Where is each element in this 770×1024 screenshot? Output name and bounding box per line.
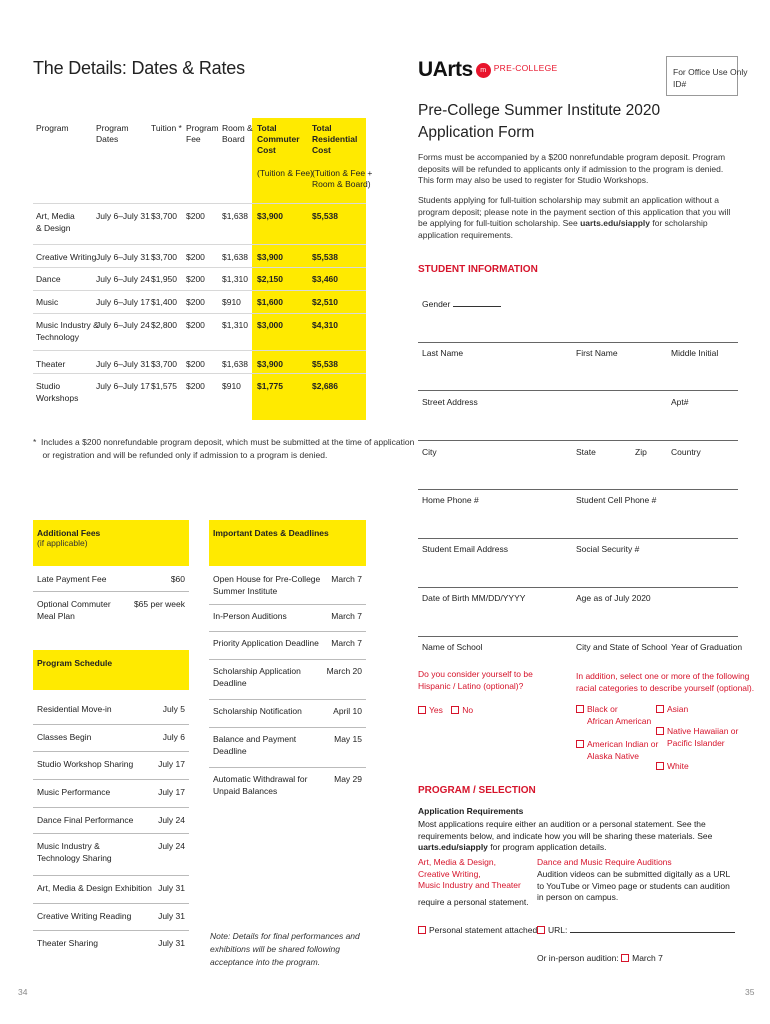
dob-field-label: Date of Birth MM/DD/YYYY <box>422 593 526 603</box>
deadline-date: May 29 <box>334 774 362 784</box>
divider <box>209 659 366 660</box>
schedule-label: Music Performance <box>37 787 111 797</box>
cell-tuition: $1,575 <box>151 381 177 391</box>
form-title: Pre-College Summer Institute 2020 Application Form <box>418 102 661 141</box>
col-header-commuter: Total Commuter Cost <box>257 123 300 155</box>
schedule-date: July 31 <box>158 938 185 948</box>
section-heading: Important Dates & Deadlines <box>213 528 329 538</box>
cell-dates: July 6–July 17 <box>96 297 150 307</box>
in-person-checkbox[interactable] <box>621 954 629 962</box>
page-title: The Details: Dates & Rates <box>33 58 245 78</box>
deadline-date: April 10 <box>333 706 362 716</box>
gender-field[interactable] <box>453 306 501 307</box>
deadline-label: Automatic Withdrawal for Unpaid Balances <box>213 774 308 796</box>
table-row <box>33 210 366 236</box>
app-req-text: Most applications require either an audition or a personal statement. See the requirements below, and indicate how you will be sharing these materials. See uarts.edu/siapply for program application details. <box>418 819 713 852</box>
no-label: No <box>462 705 474 715</box>
cell-room: $910 <box>222 381 241 391</box>
deadline-label: Open House for Pre-College Summer Institute <box>213 574 321 596</box>
divider <box>209 767 366 768</box>
col-header-room: Room & Board <box>222 123 253 144</box>
field-underline[interactable] <box>418 489 738 490</box>
schedule-label: Dance Final Performance <box>37 815 134 825</box>
cell-dates: July 6–July 24 <box>96 320 150 330</box>
cell-program: Theater <box>36 359 66 369</box>
city-field-label: City <box>422 447 437 457</box>
apt-field-label: Apt# <box>671 397 689 407</box>
audition-text: Audition videos can be submitted digitally as a URL to YouTube or Vimeo page or students can audition in person on campus. <box>537 869 730 902</box>
divider <box>33 350 366 351</box>
cell-program: Creative Writing <box>36 252 97 262</box>
divider <box>33 930 189 931</box>
cell-program: Dance <box>36 274 61 284</box>
field-underline[interactable] <box>418 390 738 391</box>
schedule-label: Studio Workshop Sharing <box>37 759 134 769</box>
app-req-title: Application Requirements <box>418 806 524 816</box>
divider <box>209 699 366 700</box>
logo-badge-icon: m <box>476 63 491 78</box>
col-header-tuition: Tuition * <box>151 123 182 133</box>
schedule-label: Residential Move-in <box>37 704 112 714</box>
cell-room: $1,638 <box>222 252 248 262</box>
in-person-option: Or in-person audition: March 7 <box>537 953 663 963</box>
schedule-label: Classes Begin <box>37 732 92 742</box>
home-phone-field-label: Home Phone # <box>422 495 479 505</box>
divider <box>33 875 189 876</box>
cell-tuition: $3,700 <box>151 359 177 369</box>
cell-fee: $200 <box>186 320 205 330</box>
divider <box>33 313 366 314</box>
deadline-label: In-Person Auditions <box>213 611 287 621</box>
gender-label: Gender <box>422 299 501 309</box>
cell-room: $1,638 <box>222 359 248 369</box>
divider <box>209 631 366 632</box>
field-underline[interactable] <box>418 440 738 441</box>
white-checkbox[interactable] <box>656 762 664 770</box>
cell-fee: $200 <box>186 381 205 391</box>
divider <box>33 724 189 725</box>
middle-initial-field-label: Middle Initial <box>671 348 719 358</box>
uarts-logo <box>418 58 557 82</box>
race-option-black: Black or African American <box>576 704 651 727</box>
deadline-date: March 20 <box>326 666 362 676</box>
schedule-date: July 31 <box>158 911 185 921</box>
cell-fee: $200 <box>186 274 205 284</box>
program-selection-heading: PROGRAM / SELECTION <box>418 785 536 796</box>
state-field-label: State <box>576 447 596 457</box>
personal-statement-requirement: require a personal statement. <box>418 897 529 907</box>
additional-fees-header <box>33 520 189 566</box>
footnote: * Includes a $200 nonrefundable program deposit, which must be submitted at the time of application or registration and will be refunded only if admission to a program is denied. <box>33 437 415 460</box>
schedule-label: Music Industry & Technology Sharing <box>37 841 112 863</box>
cell-room: $1,310 <box>222 320 248 330</box>
deadline-date: March 7 <box>331 611 362 621</box>
fee-label: Late Payment Fee <box>37 574 107 584</box>
cell-commuter: $3,900 <box>257 211 283 221</box>
race-option-hawaiian: Native Hawaiian or Pacific Islander <box>656 726 738 749</box>
cell-dates: July 6–July 31 <box>96 252 150 262</box>
ssn-field-label: Social Security # <box>576 544 640 554</box>
url-option: URL: <box>537 925 735 937</box>
logo-subtitle: PRE-COLLEGE <box>493 63 558 73</box>
cell-program: Music <box>36 297 59 307</box>
deadline-label: Balance and Payment Deadline <box>213 734 297 756</box>
cell-tuition: $1,400 <box>151 297 177 307</box>
col-header-residential: Total Residential Cost <box>312 123 358 155</box>
deadline-date: March 7 <box>331 638 362 648</box>
field-underline[interactable] <box>418 587 738 588</box>
col-header-program: Program <box>36 123 69 133</box>
col-header-dates: Program Dates <box>96 123 129 144</box>
cell-commuter: $3,900 <box>257 252 283 262</box>
cell-residential: $5,538 <box>312 252 338 262</box>
american-indian-checkbox[interactable] <box>576 740 584 748</box>
cell-fee: $200 <box>186 297 205 307</box>
cell-tuition: $3,700 <box>151 252 177 262</box>
personal-statement-option: Personal statement attached <box>418 925 537 937</box>
logo-wordmark: UArts <box>418 58 473 81</box>
field-underline[interactable] <box>418 342 738 343</box>
street-field-label: Street Address <box>422 397 478 407</box>
black-checkbox[interactable] <box>576 705 584 713</box>
schedule-date: July 6 <box>162 732 185 742</box>
student-info-heading: STUDENT INFORMATION <box>418 264 538 275</box>
zip-field-label: Zip <box>635 447 647 457</box>
cell-commuter: $2,150 <box>257 274 283 284</box>
commuter-residential-highlight <box>252 118 366 420</box>
divider <box>33 591 189 592</box>
cell-fee: $200 <box>186 252 205 262</box>
intro-scholarship: Students applying for full-tuition scholarship may submit an application without a program deposit; please note in the payment section of this application that you will be applying for full-tuition scholarship. See uarts.edu/siapply for scholarship application requirements. <box>418 195 731 240</box>
section-heading: Additional Fees <box>37 528 101 538</box>
cell-dates: July 6–July 31 <box>96 211 150 221</box>
grad-year-field-label: Year of Graduation <box>671 642 743 652</box>
cell-fee: $200 <box>186 211 205 221</box>
personal-statement-programs: Art, Media & Design, Creative Writing, Music Industry and Theater <box>418 857 521 890</box>
divider <box>33 751 189 752</box>
last-name-field-label: Last Name <box>422 348 464 358</box>
country-field-label: Country <box>671 447 701 457</box>
important-dates-header <box>209 520 366 566</box>
hawaiian-checkbox[interactable] <box>656 727 664 735</box>
race-option-white: White <box>656 761 689 773</box>
school-city-field-label: City and State of School <box>576 642 668 652</box>
divider <box>33 833 189 834</box>
cell-tuition: $1,950 <box>151 274 177 284</box>
performance-note: Note: Details for final performances and exhibitions will be shared following acceptance into the program. <box>210 931 360 967</box>
cell-room: $1,638 <box>222 211 248 221</box>
divider <box>33 267 366 268</box>
cell-residential: $4,310 <box>312 320 338 330</box>
yes-label: Yes <box>429 705 443 715</box>
deadline-label: Scholarship Application Deadline <box>213 666 301 688</box>
personal-statement-checkbox[interactable] <box>418 926 426 934</box>
siapply-link-2[interactable]: uarts.edu/siapply <box>418 842 488 852</box>
col-header-fee: Program Fee <box>186 123 219 144</box>
cell-program: Music Industry & Technology <box>36 320 99 342</box>
divider <box>209 727 366 728</box>
col-sub-commuter: (Tuition & Fee) <box>257 168 313 178</box>
cell-commuter: $1,775 <box>257 381 283 391</box>
deadline-date: March 7 <box>331 574 362 584</box>
program-schedule-header <box>33 650 189 690</box>
divider <box>33 290 366 291</box>
divider <box>33 903 189 904</box>
hispanic-question: Do you consider yourself to be Hispanic / Latino (optional)? <box>418 669 533 691</box>
cell-dates: July 6–July 24 <box>96 274 150 284</box>
first-name-field-label: First Name <box>576 348 618 358</box>
cell-dates: July 6–July 31 <box>96 359 150 369</box>
field-underline[interactable] <box>418 538 738 539</box>
divider <box>33 807 189 808</box>
field-underline[interactable] <box>418 636 738 637</box>
deadline-date: May 15 <box>334 734 362 744</box>
schedule-date: July 17 <box>158 759 185 769</box>
hispanic-options <box>418 705 473 717</box>
cell-room: $1,310 <box>222 274 248 284</box>
col-sub-residential: (Tuition & Fee + Room & Board) <box>312 168 373 189</box>
cell-tuition: $2,800 <box>151 320 177 330</box>
cell-residential: $2,510 <box>312 297 338 307</box>
cell-commuter: $3,900 <box>257 359 283 369</box>
school-field-label: Name of School <box>422 642 483 652</box>
race-option-american-indian: American Indian or Alaska Native <box>576 739 658 762</box>
race-option-asian: Asian <box>656 704 688 716</box>
schedule-label: Creative Writing Reading <box>37 911 132 921</box>
cell-residential: $5,538 <box>312 359 338 369</box>
schedule-date: July 24 <box>158 841 185 851</box>
schedule-label: Theater Sharing <box>37 938 98 948</box>
no-checkbox[interactable] <box>451 706 459 714</box>
cell-tuition: $3,700 <box>151 211 177 221</box>
cell-commuter: $1,600 <box>257 297 283 307</box>
office-use-box: For Office Use Only ID# <box>666 56 738 96</box>
race-question: In addition, select one or more of the following racial categories to describe yourself (optional). <box>576 671 755 693</box>
fee-label: Optional Commuter Meal Plan <box>37 599 111 621</box>
url-checkbox[interactable] <box>537 926 545 934</box>
url-input[interactable] <box>570 932 735 933</box>
cell-fee: $200 <box>186 359 205 369</box>
divider <box>33 244 366 245</box>
section-heading: Program Schedule <box>37 658 113 668</box>
cell-residential: $5,538 <box>312 211 338 221</box>
section-subheading: (if applicable) <box>37 538 88 548</box>
page-number-left: 34 <box>18 987 28 997</box>
asian-checkbox[interactable] <box>656 705 664 713</box>
siapply-link[interactable]: uarts.edu/siapply <box>580 218 650 228</box>
cell-room: $910 <box>222 297 241 307</box>
divider <box>33 203 366 204</box>
cell-commuter: $3,000 <box>257 320 283 330</box>
fee-value: $65 per week <box>133 599 185 609</box>
cell-phone-field-label: Student Cell Phone # <box>576 495 657 505</box>
cell-residential: $2,686 <box>312 381 338 391</box>
cell-dates: July 6–July 17 <box>96 381 150 391</box>
audition-title: Dance and Music Require Auditions <box>537 857 672 867</box>
cell-program: Art, Media & Design <box>36 211 75 233</box>
divider <box>33 779 189 780</box>
deadline-label: Priority Application Deadline <box>213 638 319 648</box>
yes-checkbox[interactable] <box>418 706 426 714</box>
intro-deposit: Forms must be accompanied by a $200 nonrefundable program deposit. Program deposits will be refunded to applicants only if admission to the program is denied. This form may also be used to register for Studio Workshops. <box>418 152 726 185</box>
page-number-right: 35 <box>745 987 755 997</box>
schedule-date: July 31 <box>158 883 185 893</box>
email-field-label: Student Email Address <box>422 544 508 554</box>
divider <box>209 604 366 605</box>
schedule-date: July 24 <box>158 815 185 825</box>
cell-program: Studio Workshops <box>36 381 79 403</box>
schedule-label: Art, Media & Design Exhibition <box>37 883 152 893</box>
cell-residential: $3,460 <box>312 274 338 284</box>
fee-value: $60 <box>170 574 185 584</box>
schedule-date: July 5 <box>162 704 185 714</box>
divider <box>33 373 366 374</box>
age-field-label: Age as of July 2020 <box>576 593 651 603</box>
schedule-date: July 17 <box>158 787 185 797</box>
deadline-label: Scholarship Notification <box>213 706 302 716</box>
